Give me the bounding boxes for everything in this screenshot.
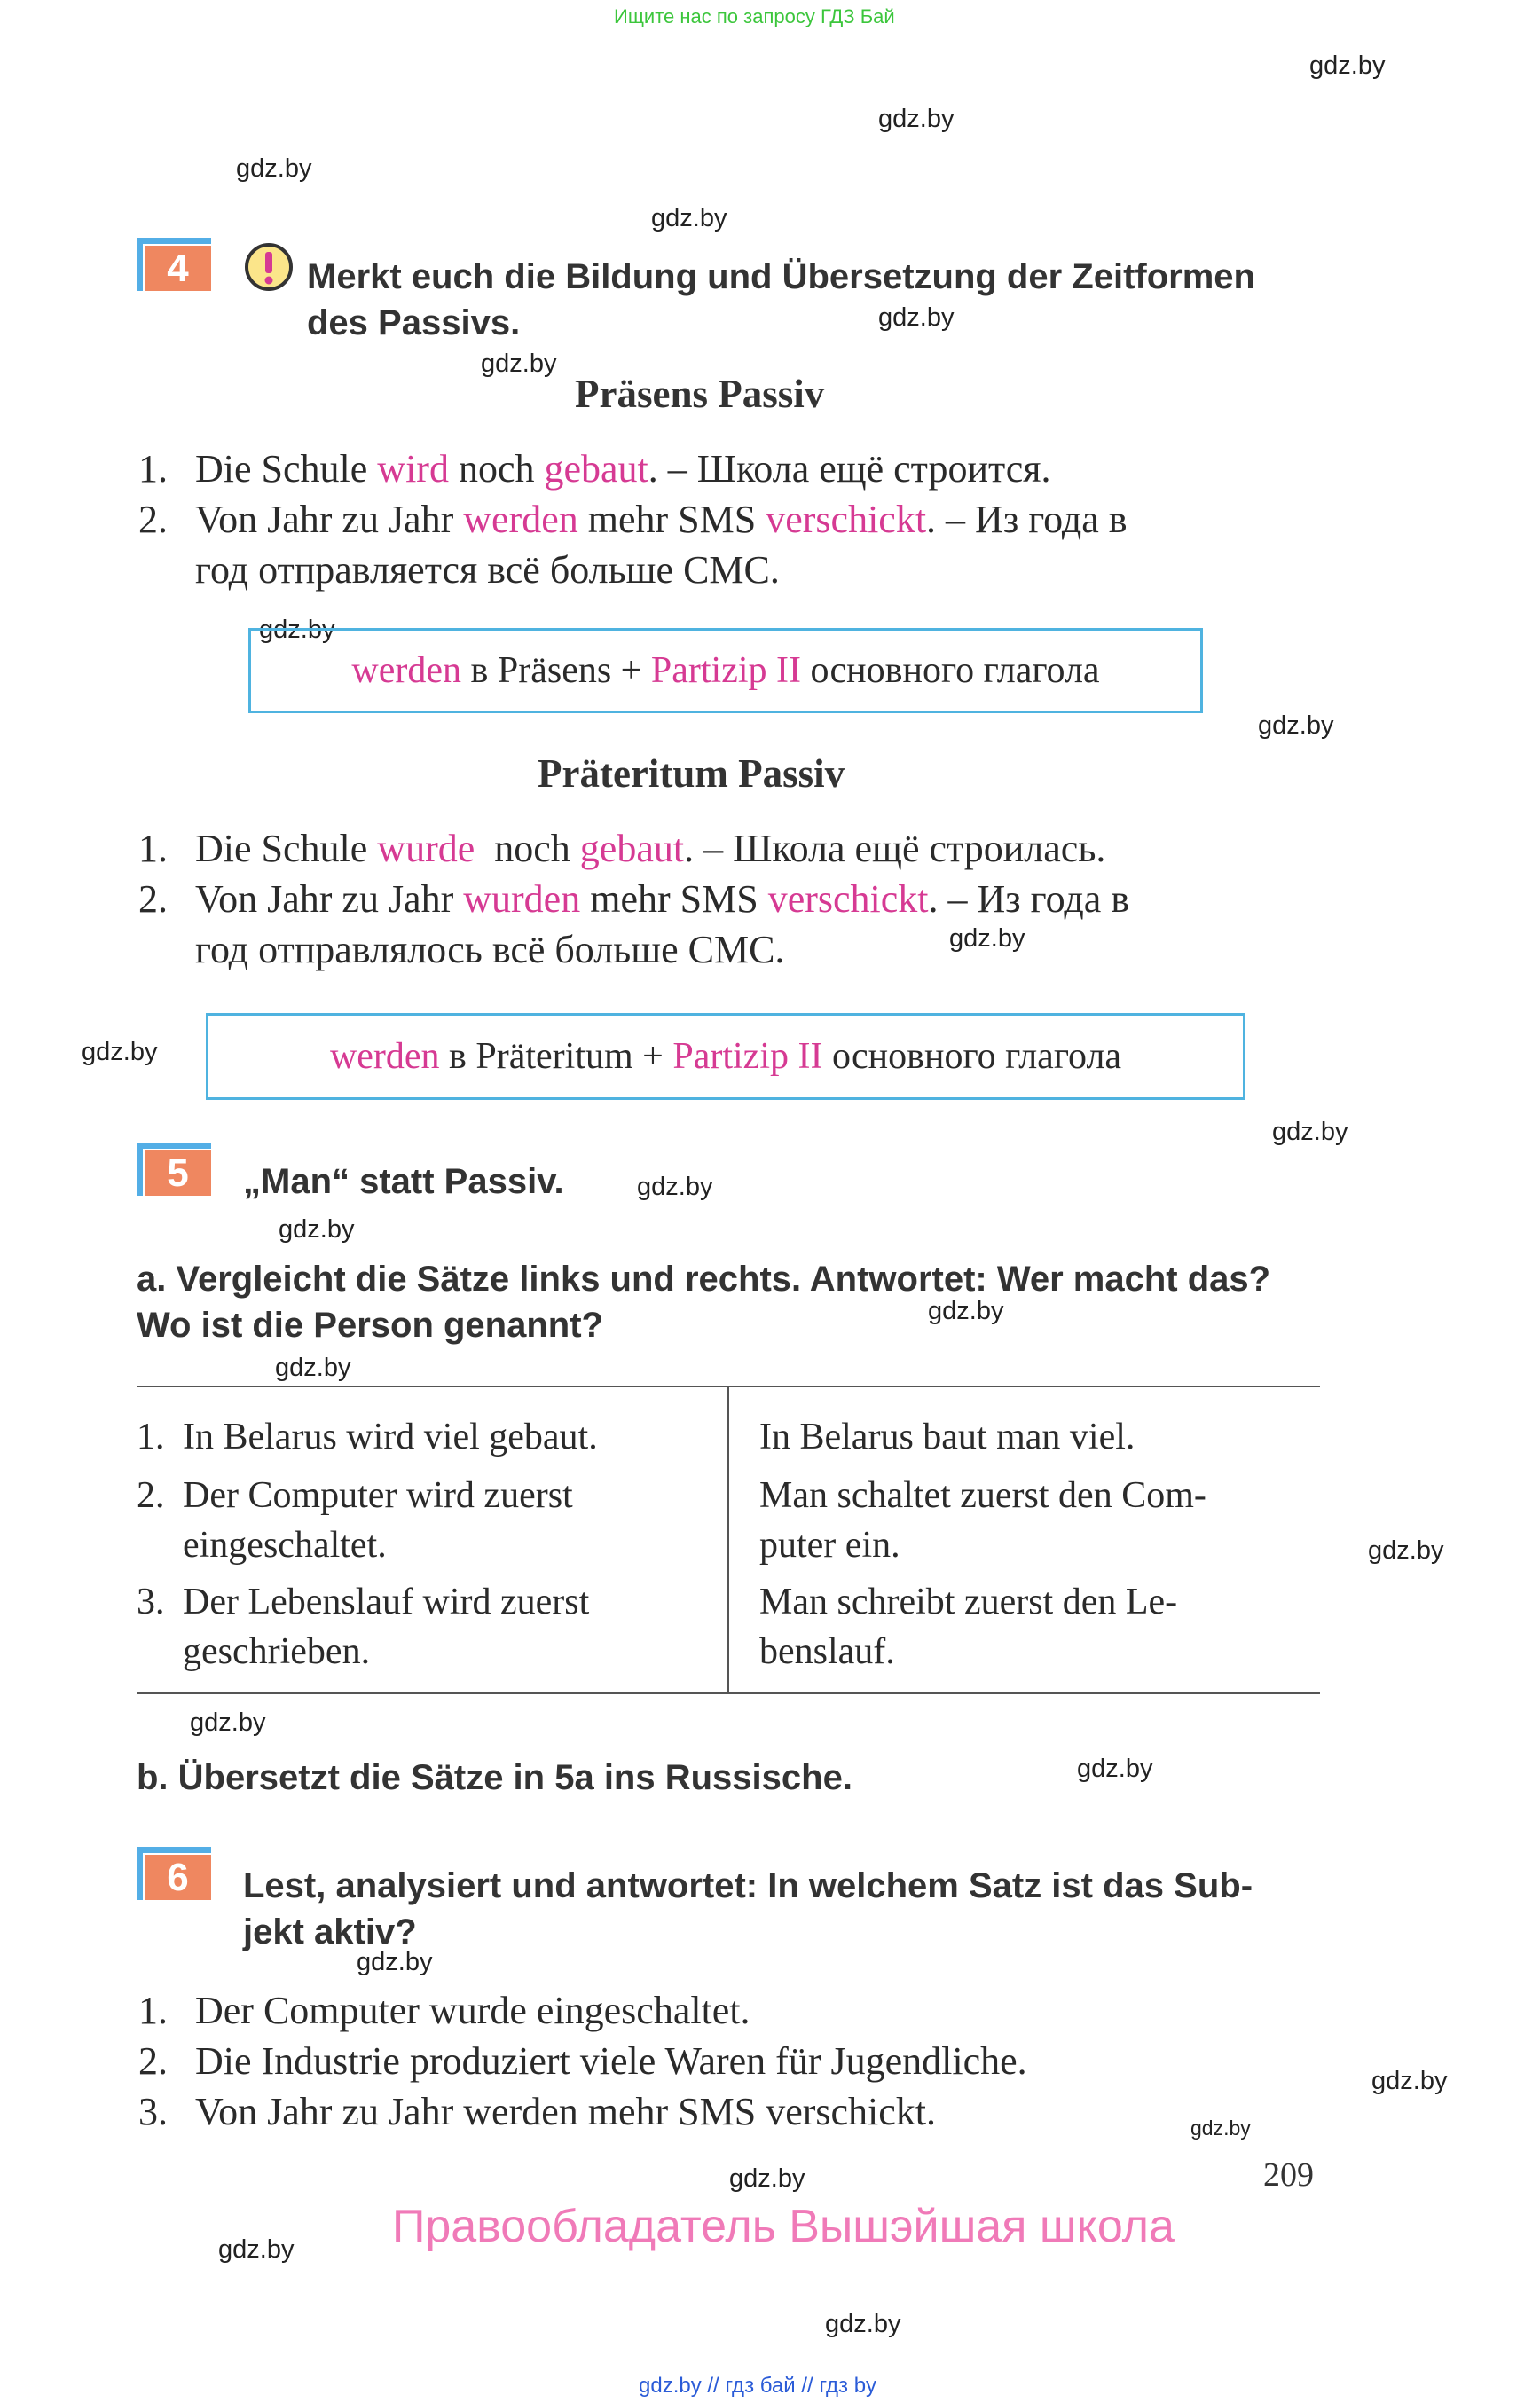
praeteritum-sentence-2-continued: год отправлялось всё больше СМС. xyxy=(195,928,785,971)
watermark: gdz.by xyxy=(878,105,955,133)
task-6-badge xyxy=(137,1847,211,1900)
table-right-row-3-cont: benslauf. xyxy=(759,1631,895,1672)
table-left-row-3: 3. Der Lebenslauf wird zuerst xyxy=(137,1582,590,1622)
task-6-sentence-1: 1. Der Computer wurde eingeschaltet. xyxy=(138,1989,750,2032)
watermark: gdz.by xyxy=(279,1215,355,1244)
task-number: 4 xyxy=(145,246,211,291)
table-left-row-2-cont: eingeschaltet. xyxy=(183,1525,387,1566)
table-right-row-1: In Belarus baut man viel. xyxy=(759,1417,1135,1457)
watermark: gdz.by xyxy=(1077,1755,1153,1783)
watermark: gdz.by xyxy=(1272,1118,1348,1146)
task-5-badge xyxy=(137,1143,211,1196)
watermark: gdz.by xyxy=(928,1297,1004,1325)
watermark: gdz.by xyxy=(1258,711,1334,740)
watermark: gdz.by xyxy=(949,924,1025,953)
watermark: gdz.by xyxy=(275,1354,351,1382)
task-5a-line1: a. Vergleicht die Sätze links und rechts. Antwortet: Wer macht das? xyxy=(137,1260,1271,1299)
praesens-sentence-1: 1. Die Schule wird noch gebaut. – Школа ещё строится. xyxy=(138,447,1051,491)
praeteritum-sentence-2: 2. Von Jahr zu Jahr wurden mehr SMS verschickt. – Из года в xyxy=(138,877,1130,921)
table-right-row-3: Man schreibt zuerst den Le- xyxy=(759,1582,1178,1622)
task-6-sentence-3: 3. Von Jahr zu Jahr werden mehr SMS verschickt. xyxy=(138,2090,937,2133)
praeteritum-heading: Präteritum Passiv xyxy=(538,751,845,796)
copyright-notice: Правообладатель Вышэйшая школа xyxy=(392,2201,1175,2252)
task-6-sentence-2: 2. Die Industrie produziert viele Waren für Jugendliche. xyxy=(138,2039,1027,2083)
table-left-row-2: 2. Der Computer wird zuerst xyxy=(137,1475,573,1516)
footer-links: gdz.by // гдз бай // гдз by xyxy=(639,2374,877,2398)
watermark: gdz.by xyxy=(651,204,727,232)
watermark: gdz.by xyxy=(236,154,312,183)
watermark: gdz.by xyxy=(218,2235,295,2264)
top-banner: Ищите нас по запросу ГДЗ Бай xyxy=(614,5,895,27)
praesens-heading: Präsens Passiv xyxy=(575,372,825,416)
watermark: gdz.by xyxy=(878,303,955,332)
watermark: gdz.by xyxy=(259,616,335,644)
watermark: gdz.by xyxy=(82,1038,158,1066)
praesens-sentence-2-continued: год отправляется всё больше СМС. xyxy=(195,548,780,592)
task-6-instruction-line2: jekt aktiv? xyxy=(243,1912,417,1951)
praesens-rule-box: werden в Präsens + Partizip II основного глагола xyxy=(248,628,1203,713)
task-number: 5 xyxy=(145,1150,211,1196)
watermark: gdz.by xyxy=(825,2310,901,2338)
watermark: gdz.by xyxy=(1371,2067,1448,2095)
watermark: gdz.by xyxy=(637,1173,713,1201)
praeteritum-sentence-1: 1. Die Schule wurde noch gebaut. – Школа ещё строилась. xyxy=(138,827,1106,870)
table-left-row-1: 1. In Belarus wird viel gebaut. xyxy=(137,1417,598,1457)
watermark: gdz.by xyxy=(481,349,557,378)
task-5b: b. Übersetzt die Sätze in 5a ins Russische. xyxy=(137,1758,852,1797)
praeteritum-rule-box: werden в Präteritum + Partizip II основного глагола xyxy=(206,1013,1245,1100)
watermark: gdz.by xyxy=(1190,2116,1251,2140)
page-number: 209 xyxy=(1263,2156,1314,2194)
task-4-badge xyxy=(137,238,211,291)
table-left-row-3-cont: geschrieben. xyxy=(183,1631,371,1672)
watermark: gdz.by xyxy=(357,1948,433,1976)
task-6-instruction-line1: Lest, analysiert und antwortet: In welchem Satz ist das Sub- xyxy=(243,1866,1253,1905)
table-bottom-rule xyxy=(137,1692,1320,1694)
watermark: gdz.by xyxy=(729,2164,805,2193)
exclamation-icon xyxy=(243,241,295,293)
table-right-row-2-cont: puter ein. xyxy=(759,1525,900,1566)
watermark: gdz.by xyxy=(1368,1536,1444,1565)
praesens-sentence-2: 2. Von Jahr zu Jahr werden mehr SMS verschickt. – Из года в xyxy=(138,498,1128,541)
task-number: 6 xyxy=(145,1855,211,1900)
table-right-row-2: Man schaltet zuerst den Com- xyxy=(759,1475,1206,1516)
task-4-instruction-line1: Merkt euch die Bildung und Übersetzung der Zeitformen xyxy=(307,257,1255,296)
watermark: gdz.by xyxy=(1309,51,1386,80)
task-5a-line2: Wo ist die Person genannt? xyxy=(137,1306,603,1345)
watermark: gdz.by xyxy=(190,1708,266,1737)
table-divider xyxy=(727,1386,729,1694)
task-5-title: „Man“ statt Passiv. xyxy=(243,1162,564,1201)
task-4-instruction-line2: des Passivs. xyxy=(307,303,521,342)
